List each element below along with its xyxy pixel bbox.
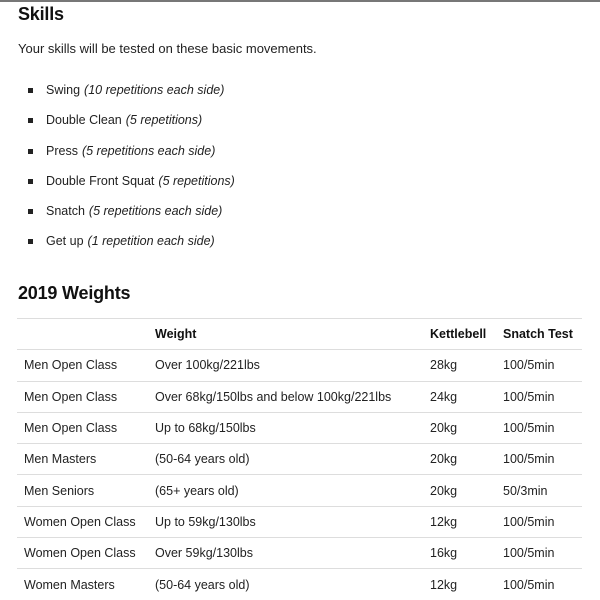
bullet-icon (28, 118, 33, 123)
skill-name: Press (46, 143, 78, 158)
kettlebell-cell: 28kg (430, 350, 503, 381)
weight-cell: Over 59kg/130lbs (155, 538, 430, 569)
bullet-icon (28, 179, 33, 184)
snatch-test-cell: 50/3min (503, 475, 582, 506)
skill-note: (5 repetitions each side) (88, 204, 223, 219)
header-snatch-test: Snatch Test (503, 319, 582, 350)
skill-item (28, 234, 235, 264)
header-kettlebell: Kettlebell (430, 319, 503, 350)
snatch-test-cell: 100/5min (503, 381, 582, 412)
weight-cell: Up to 68kg/150lbs (155, 412, 430, 443)
kettlebell-cell: 24kg (430, 381, 503, 412)
skill-note: (5 repetitions) (125, 113, 203, 128)
header-class (17, 319, 155, 350)
bullet-icon (28, 209, 33, 214)
table-row (17, 412, 582, 443)
skill-name: Get up (46, 234, 84, 249)
skill-name: Swing (46, 83, 81, 97)
skill-note: (5 repetitions each side) (81, 143, 216, 158)
weight-cell: (50-64 years old) (155, 569, 430, 600)
snatch-test-cell: 100/5min (503, 569, 582, 600)
skill-name: Snatch (46, 204, 85, 219)
snatch-test-cell: 100/5min (503, 538, 582, 569)
table-header-row (17, 319, 582, 350)
table-row (17, 475, 582, 506)
skills-heading: Skills (18, 4, 64, 24)
snatch-test-cell: 100/5min (503, 444, 582, 475)
header-weight: Weight (155, 319, 430, 350)
snatch-test-cell: 100/5min (503, 412, 582, 443)
kettlebell-cell: 20kg (430, 444, 503, 475)
weight-cell: (50-64 years old) (155, 444, 430, 475)
skill-item (28, 204, 235, 234)
table-row (17, 350, 582, 381)
table-row (17, 569, 582, 600)
weight-cell: Over 68kg/150lbs and below 100kg/221lbs (155, 381, 430, 412)
skills-list (28, 83, 235, 265)
bullet-icon (28, 149, 33, 154)
skill-item (28, 144, 235, 174)
bullet-icon (28, 239, 33, 244)
class-cell: Women Open Class (17, 538, 155, 569)
class-cell: Men Open Class (17, 412, 155, 443)
class-cell: Women Open Class (17, 506, 155, 537)
class-cell: Men Open Class (17, 381, 155, 412)
skill-item (28, 83, 235, 113)
weights-table (17, 318, 582, 600)
kettlebell-cell: 20kg (430, 475, 503, 506)
skills-intro: Your skills will be tested on these basic movements. (18, 41, 317, 56)
skill-item (28, 174, 235, 204)
class-cell: Men Seniors (17, 475, 155, 506)
table-row (17, 538, 582, 569)
kettlebell-cell: 20kg (430, 412, 503, 443)
skill-name: Double Clean (46, 113, 122, 128)
kettlebell-cell: 16kg (430, 538, 503, 569)
kettlebell-cell: 12kg (430, 569, 503, 600)
weight-cell: (65+ years old) (155, 475, 430, 506)
skill-note: (5 repetitions) (158, 173, 235, 188)
table-row (17, 381, 582, 412)
kettlebell-cell: 12kg (430, 506, 503, 537)
table-row (17, 506, 582, 537)
snatch-test-cell: 100/5min (503, 350, 582, 381)
weight-cell: Over 100kg/221lbs (155, 350, 430, 381)
bullet-icon (28, 88, 33, 93)
skill-item (28, 113, 235, 143)
weight-cell: Up to 59kg/130lbs (155, 506, 430, 537)
skill-note: (1 repetition each side) (87, 234, 215, 249)
weights-heading: 2019 Weights (18, 283, 131, 303)
class-cell: Women Masters (17, 569, 155, 600)
skill-note: (10 repetitions each side) (84, 83, 225, 97)
class-cell: Men Open Class (17, 350, 155, 381)
table-row (17, 444, 582, 475)
skill-name: Double Front Squat (46, 173, 155, 188)
class-cell: Men Masters (17, 444, 155, 475)
snatch-test-cell: 100/5min (503, 506, 582, 537)
